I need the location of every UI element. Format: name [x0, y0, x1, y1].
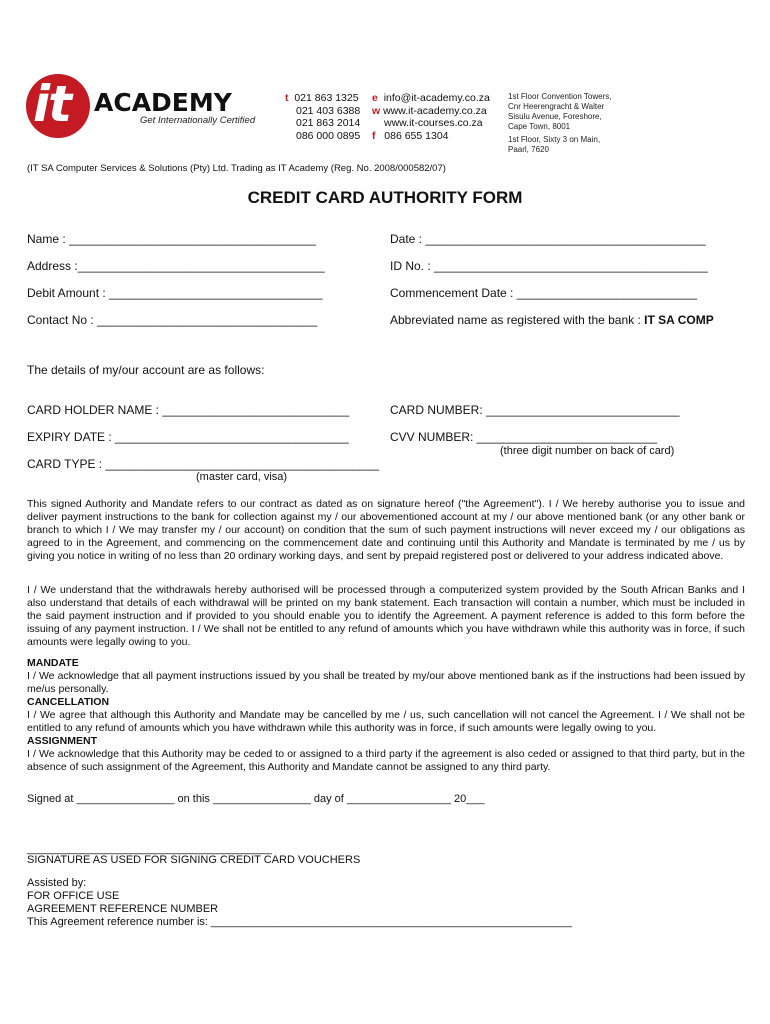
phone-4: 086 000 0895 [296, 129, 361, 142]
mandate-text: I / We acknowledge that all payment instructions issued by you shall be treated by my/our above mentioned bank as if the instructions had been issued by me/us personally. [27, 670, 745, 695]
cvv-field[interactable]: CVV NUMBER: ___________________________ [390, 430, 657, 444]
address-line: 1st Floor Convention Towers, [508, 92, 612, 101]
address-field[interactable]: Address :_____________________________________ [27, 259, 325, 273]
assignment-text: I / We acknowledge that this Authority may be ceded to or assigned to a third party if the agreement is also ceded or assigned to that third party, but in the absence of such assignment of the Agreement, this Authority and Mandate cannot be assigned to any third party. [27, 748, 745, 773]
address-office-1 [508, 92, 611, 132]
signature-label: SIGNATURE AS USED FOR SIGNING CREDIT CARD VOUCHERS [27, 854, 361, 866]
fax: 086 655 1304 [384, 129, 449, 142]
cancellation-heading: CANCELLATION [27, 696, 110, 708]
office-use-block [27, 877, 572, 929]
date-field[interactable]: Date : __________________________________________ [390, 232, 706, 246]
address-line: Cnr Heerengracht & Walter [508, 102, 605, 111]
cancellation-text: I / We agree that although this Authority and Mandate may be cancelled by me / us, such cancellation will not cancel the Agreement. I / We shall not be entitled to any refund of amounts which you have withdrawn while this authority was in force, if such amounts were legally owing to you. [27, 709, 745, 734]
abbrev-name-row [390, 313, 714, 327]
logo-tagline: Get Internationally Certified [140, 115, 256, 126]
web-block [372, 92, 490, 142]
company-line: (IT SA Computer Services & Solutions (Pty) Ltd. Trading as IT Academy (Reg. No. 2008/000582/07) [27, 163, 446, 174]
mandate-heading: MANDATE [27, 657, 79, 669]
logo-mark: it [33, 75, 71, 133]
id-no-field[interactable]: ID No. : _________________________________________ [390, 259, 708, 273]
debit-amount-field[interactable]: Debit Amount : ________________________________ [27, 286, 323, 300]
agreement-ref-heading: AGREEMENT REFERENCE NUMBER [27, 903, 219, 915]
phone-1: 021 863 1325 [294, 92, 359, 104]
abbrev-name-value: IT SA COMP [644, 313, 714, 327]
agreement-paragraph: This signed Authority and Mandate refers to our contract as dated as on signature hereof ("the Agreement"). I / We hereby authorise you to issue and deliver payment instructions to the bank for collection against my / our abovementioned account at my / our above mentioned bank (or any other bank or branch to which I / We may transfer my / our account) on condition that the sum of such payment instructions will never exceed my / our obligations as agreed to in the Agreement, and commencing on the commencement date and continuing until this Authority and Mandate is terminated by me / us by giving you notice in writing of no less than 20 ordinary working days, and sent by prepaid registered post or delivered to your address indicated above. [27, 498, 745, 562]
address-line: Paarl, 7620 [508, 145, 549, 154]
card-holder-field[interactable]: CARD HOLDER NAME : ____________________________ [27, 403, 350, 417]
agreement-ref-field[interactable]: This Agreement reference number is: ___________________________________________________________ [27, 916, 572, 928]
web-prefix: w [372, 104, 381, 117]
website-2[interactable]: www.it-courses.co.za [384, 117, 483, 130]
expiry-date-field[interactable]: EXPIRY DATE : ___________________________________ [27, 430, 349, 444]
phone-3: 021 863 2014 [296, 117, 361, 130]
logo-name: ACADEMY [94, 88, 232, 117]
website-1[interactable]: www.it-academy.co.za [383, 104, 487, 117]
card-type-field[interactable]: CARD TYPE : _________________________________________ [27, 457, 380, 471]
address-line: 1st Floor, Sixty 3 on Main, [508, 135, 601, 144]
address-line: Sisulu Avenue, Foreshore, [508, 112, 602, 121]
assignment-heading: ASSIGNMENT [27, 735, 98, 747]
fax-prefix: f [372, 129, 376, 142]
tel-prefix: t [285, 92, 289, 104]
email[interactable]: info@it-academy.co.za [383, 92, 490, 104]
for-office-use: FOR OFFICE USE [27, 890, 120, 902]
signature-line[interactable]: ________________________________________ [27, 843, 272, 855]
phone-block [285, 92, 360, 142]
signed-at-field[interactable]: Signed at ________________ on this ________________ day of _________________ 20___ [27, 793, 485, 805]
abbrev-name-label: Abbreviated name as registered with the bank : [390, 313, 641, 327]
address-office-2 [508, 135, 600, 155]
card-type-hint: (master card, visa) [196, 471, 288, 483]
cvv-hint: (three digit number on back of card) [500, 445, 675, 457]
withdrawals-paragraph: I / We understand that the withdrawals hereby authorised will be processed through a computerized system provided by the South African Banks and I also understand that details of each withdrawal will be printed on my bank statement. Each transaction will contain a number, which must be included in the said payment instruction and if provided to you should enable you to identify the Agreement. A payment reference is added to this form before the issuing of any payment instruction. I / We shall not be entitled to any refund of amounts which you have withdrawn while this authority was in force, if such amounts were legally owing to you. [27, 584, 745, 648]
account-intro: The details of my/our account are as follows: [27, 363, 265, 377]
mandate-section [27, 657, 745, 774]
commencement-date-field[interactable]: Commencement Date : ___________________________ [390, 286, 697, 300]
contact-no-field[interactable]: Contact No : _________________________________ [27, 313, 318, 327]
address-line: Cape Town, 8001 [508, 122, 571, 131]
card-number-field[interactable]: CARD NUMBER: _____________________________ [390, 403, 680, 417]
name-field[interactable]: Name : _____________________________________ [27, 232, 316, 246]
email-prefix: e [372, 92, 378, 104]
phone-2: 021 403 6388 [296, 104, 361, 117]
form-title: CREDIT CARD AUTHORITY FORM [247, 188, 523, 207]
assisted-by: Assisted by: [27, 877, 87, 889]
